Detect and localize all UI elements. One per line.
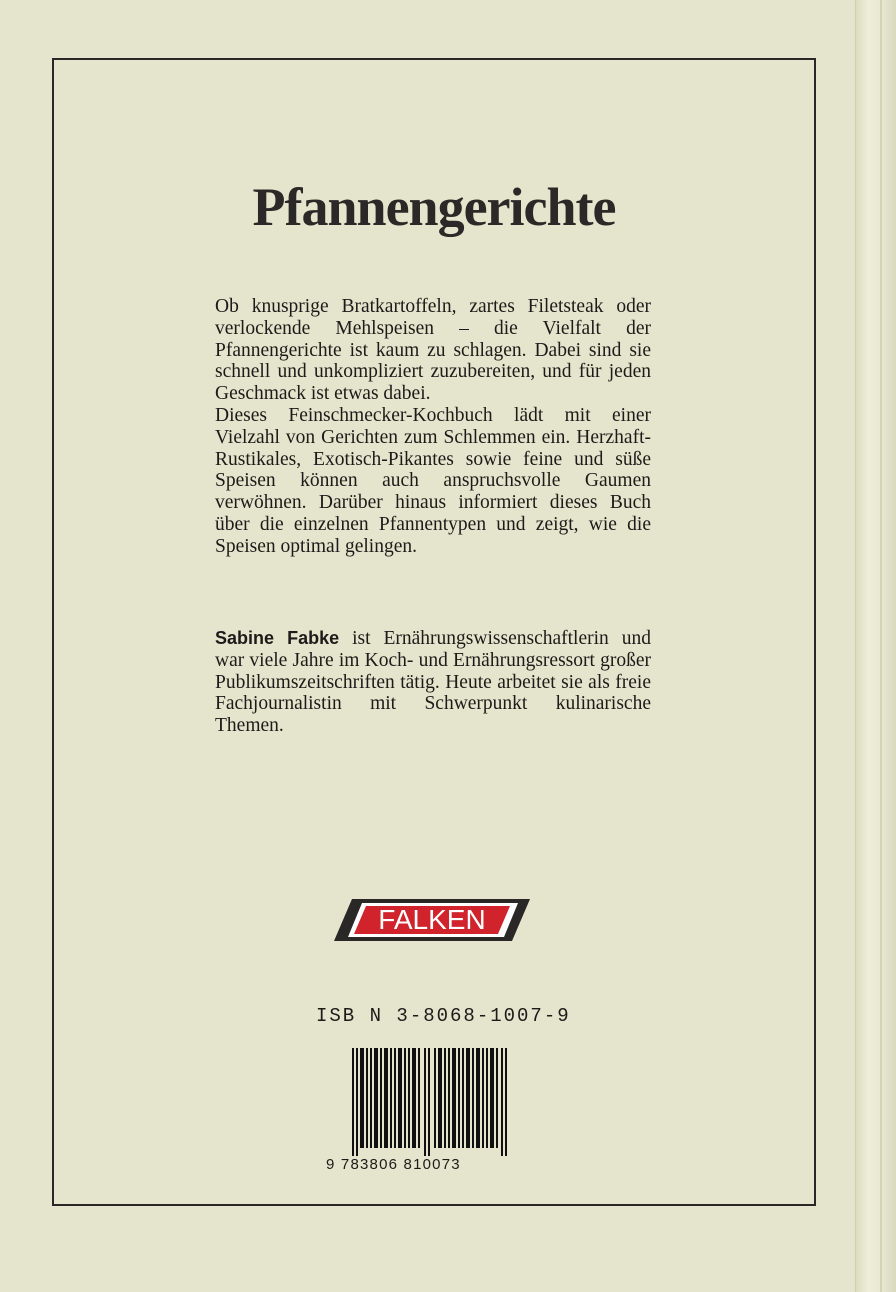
book-description	[215, 296, 651, 558]
author-bio-paragraph	[215, 628, 651, 737]
barcode-digits: 9 783806 810073	[326, 1156, 461, 1173]
publisher-logo-text: FALKEN	[378, 904, 486, 935]
author-bio: ist Ernährungswissenschaftlerin und war viele Jahre im Koch- und Ernährungsressort großer Publikumszeitschriften tätig. Heute arbeitet sie als freie Fachjournalistin mit Schwerpunkt kulinarische Themen.	[215, 628, 651, 737]
falken-logo	[334, 897, 530, 943]
book-title: Pfannengerichte	[252, 177, 616, 237]
isbn-number: ISB N 3-8068-1007-9	[316, 1005, 571, 1027]
barcode-bars	[352, 1048, 507, 1156]
description-paragraph-1: Ob knusprige Bratkartoffeln, zartes Filetsteak oder verlockende Mehlspeisen – die Vielfalt der Pfannengerichte ist kaum zu schlagen. Dabei sind sie schnell und unkompliziert zuzubereiten, und für jeden Geschmack ist etwas dabei.	[215, 296, 651, 405]
ean-barcode	[326, 1042, 510, 1177]
description-paragraph-2: Dieses Feinschmecker-Kochbuch lädt mit einer Vielzahl von Gerichten zum Schlemmen ein. Herzhaft-Rustikales, Exotisch-Pikantes sowie feine und süße Speisen können auch anspruchsvolle Gaumen verwöhnen. Darüber hinaus informiert dieses Buch über die einzelnen Pfannentypen und zeigt, wie die Speisen optimal gelingen.	[215, 404, 651, 557]
author-name: Sabine Fabke	[215, 628, 340, 648]
spine-crease	[880, 0, 882, 1292]
